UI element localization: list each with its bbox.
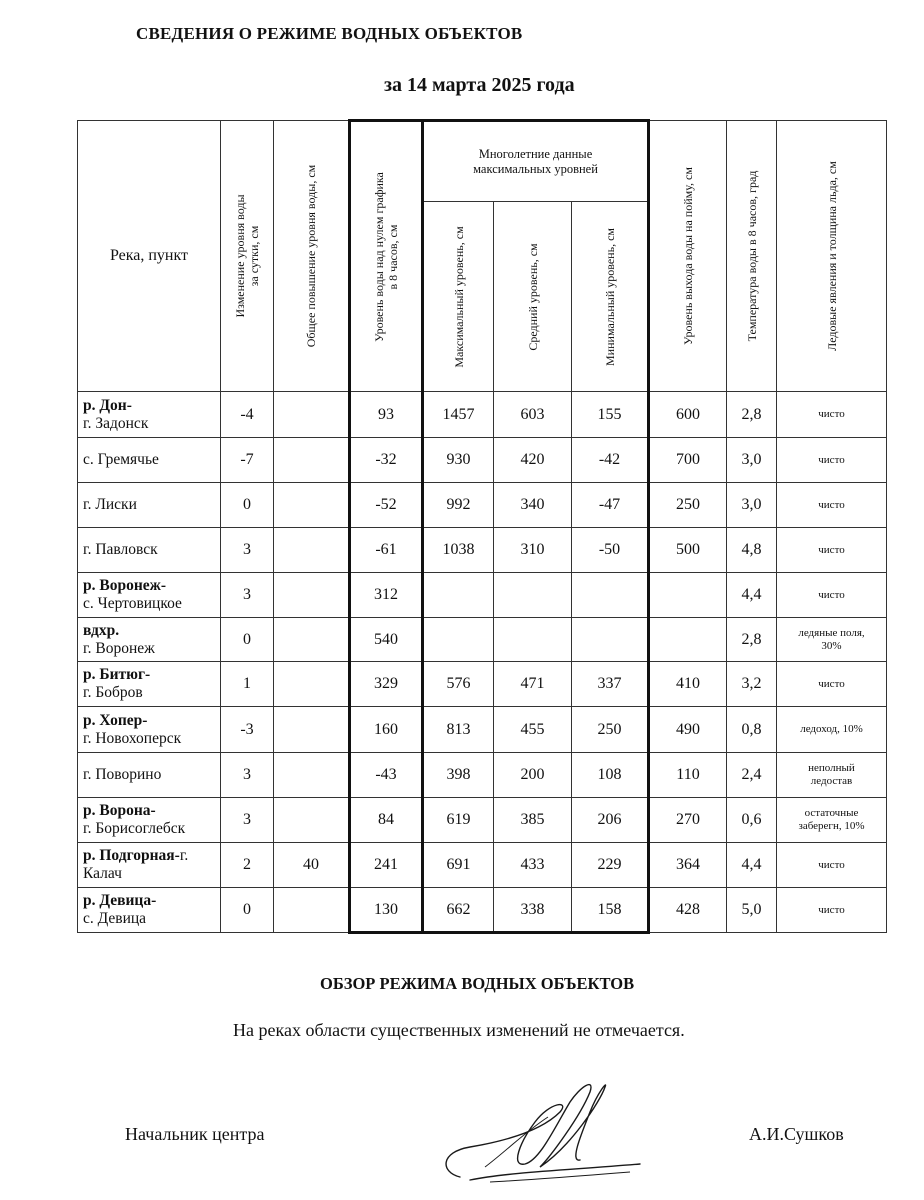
river-name: р. Воронеж- (83, 577, 167, 594)
flood-cell (649, 573, 727, 618)
change-cell: 0 (221, 888, 274, 933)
river-name: р. Подгорная- (83, 847, 180, 864)
river-name: р. Девица- (83, 892, 157, 909)
min-cell: 206 (572, 798, 649, 843)
ice-cell: чисто (777, 888, 887, 933)
total-rise-cell (274, 888, 350, 933)
signer-name: А.И.Сушков (749, 1124, 844, 1144)
min-cell: 155 (572, 392, 649, 438)
avg-cell (494, 573, 572, 618)
point-name: г. Поворино (83, 766, 162, 783)
point-name: г. Воронеж (83, 639, 155, 657)
river-point-cell (78, 798, 221, 843)
signer-position: Начальник центра (125, 1124, 265, 1144)
river-point-cell (78, 392, 221, 438)
avg-cell: 455 (494, 707, 572, 753)
change-cell: 1 (221, 662, 274, 707)
change-cell: 3 (221, 573, 274, 618)
header-level-label: Уровень воды над нулем графика в 8 часов, см (372, 171, 400, 342)
ice-cell: чисто (777, 392, 887, 438)
point-name: г. Лиски (83, 496, 137, 513)
level-cell: -61 (350, 528, 423, 573)
point-name: г. Задонск (83, 414, 149, 432)
river-point-cell (78, 843, 221, 888)
point-name: с. Девица (83, 910, 147, 927)
water-regime-table (77, 119, 887, 934)
ice-cell: чисто (777, 662, 887, 707)
max-cell: 398 (423, 753, 494, 798)
header-avg-label: Средний уровень, см (525, 242, 540, 351)
river-point-cell (78, 707, 221, 753)
river-name: р. Хопер- (83, 711, 148, 729)
river-point-cell (78, 753, 221, 798)
header-multi-year: Многолетние данные максимальных уровней (423, 121, 649, 202)
header-temp (727, 121, 777, 392)
point-name: с. Гремячье (83, 451, 159, 468)
point-name: с. Чертовицкое (83, 595, 182, 612)
avg-cell (494, 618, 572, 662)
change-cell: 3 (221, 528, 274, 573)
min-cell: 108 (572, 753, 649, 798)
level-cell: 84 (350, 798, 423, 843)
max-cell: 813 (423, 707, 494, 753)
table-row (78, 618, 887, 662)
ice-cell: чисто (777, 843, 887, 888)
river-point-cell (78, 573, 221, 618)
total-rise-cell: 40 (274, 843, 350, 888)
temp-cell: 3,0 (727, 483, 777, 528)
table-row (78, 798, 887, 843)
min-cell (572, 618, 649, 662)
overview-title: ОБЗОР РЕЖИМА ВОДНЫХ ОБЪЕКТОВ (320, 974, 635, 993)
total-rise-cell (274, 707, 350, 753)
header-temp-label: Температура воды в 8 часов, град (744, 170, 759, 342)
table-row (78, 843, 887, 888)
temp-cell: 0,6 (727, 798, 777, 843)
max-cell: 1457 (423, 392, 494, 438)
table-row (78, 662, 887, 707)
header-min-label: Минимальный уровень, см (602, 227, 617, 366)
flood-cell: 110 (649, 753, 727, 798)
ice-cell: неполный ледостав (777, 753, 887, 798)
ice-cell: чисто (777, 573, 887, 618)
ice-cell: остаточные заберегн, 10% (777, 798, 887, 843)
flood-cell: 270 (649, 798, 727, 843)
table-row (78, 707, 887, 753)
signature-icon (430, 1072, 650, 1192)
river-point-cell (78, 438, 221, 483)
temp-cell: 3,0 (727, 438, 777, 483)
temp-cell: 2,8 (727, 618, 777, 662)
min-cell (572, 573, 649, 618)
table-row (78, 528, 887, 573)
flood-cell: 428 (649, 888, 727, 933)
table-row (78, 888, 887, 933)
level-cell: 241 (350, 843, 423, 888)
avg-cell: 471 (494, 662, 572, 707)
temp-cell: 4,8 (727, 528, 777, 573)
min-cell: 229 (572, 843, 649, 888)
level-cell: 130 (350, 888, 423, 933)
flood-cell: 250 (649, 483, 727, 528)
header-flood (649, 121, 727, 392)
table-row (78, 483, 887, 528)
point-name: г. Новохоперск (83, 729, 182, 747)
avg-cell: 310 (494, 528, 572, 573)
total-rise-cell (274, 483, 350, 528)
level-cell: 329 (350, 662, 423, 707)
river-point-cell (78, 483, 221, 528)
header-min (572, 202, 649, 392)
total-rise-cell (274, 753, 350, 798)
change-cell: -4 (221, 392, 274, 438)
level-cell: -43 (350, 753, 423, 798)
flood-cell: 600 (649, 392, 727, 438)
max-cell: 619 (423, 798, 494, 843)
table-row (78, 753, 887, 798)
temp-cell: 2,4 (727, 753, 777, 798)
river-name: р. Дон- (83, 396, 132, 414)
avg-cell: 420 (494, 438, 572, 483)
flood-cell: 490 (649, 707, 727, 753)
max-cell: 930 (423, 438, 494, 483)
change-cell: -7 (221, 438, 274, 483)
level-cell: 93 (350, 392, 423, 438)
total-rise-cell (274, 392, 350, 438)
total-rise-cell (274, 618, 350, 662)
change-cell: 3 (221, 753, 274, 798)
header-flood-label: Уровень выхода воды на пойму, см (681, 167, 695, 345)
temp-cell: 0,8 (727, 707, 777, 753)
river-point-cell (78, 528, 221, 573)
avg-cell: 603 (494, 392, 572, 438)
table-body (78, 392, 887, 933)
temp-cell: 3,2 (727, 662, 777, 707)
total-rise-cell (274, 798, 350, 843)
river-name: вдхр. (83, 621, 120, 639)
total-rise-cell (274, 528, 350, 573)
header-avg (494, 202, 572, 392)
max-cell: 691 (423, 843, 494, 888)
min-cell: -47 (572, 483, 649, 528)
point-name: Калач (83, 865, 122, 882)
ice-cell: чисто (777, 483, 887, 528)
min-cell: 158 (572, 888, 649, 933)
table-row (78, 392, 887, 438)
avg-cell: 338 (494, 888, 572, 933)
total-rise-cell (274, 573, 350, 618)
change-cell: 0 (221, 618, 274, 662)
total-rise-cell (274, 438, 350, 483)
ice-cell: ледоход, 10% (777, 707, 887, 753)
level-cell: -32 (350, 438, 423, 483)
max-cell (423, 573, 494, 618)
document-title: СВЕДЕНИЯ О РЕЖИМЕ ВОДНЫХ ОБЪЕКТОВ (136, 24, 523, 43)
header-change (221, 121, 274, 392)
avg-cell: 433 (494, 843, 572, 888)
temp-cell: 4,4 (727, 573, 777, 618)
temp-cell: 2,8 (727, 392, 777, 438)
flood-cell: 364 (649, 843, 727, 888)
river-name: р. Ворона- (83, 802, 156, 819)
change-cell: -3 (221, 707, 274, 753)
header-max-label: Максимальный уровень, см (451, 225, 466, 368)
avg-cell: 200 (494, 753, 572, 798)
min-cell: -50 (572, 528, 649, 573)
flood-cell: 500 (649, 528, 727, 573)
document-date: за 14 марта 2025 года (384, 74, 575, 96)
header-river: Река, пункт (78, 121, 221, 392)
river-point-cell (78, 888, 221, 933)
header-max (423, 202, 494, 392)
level-cell: 160 (350, 707, 423, 753)
temp-cell: 4,4 (727, 843, 777, 888)
header-total-rise-label: Общее повышение уровня воды, см (304, 164, 318, 348)
ice-cell: ледяные поля, 30% (777, 618, 887, 662)
header-ice (777, 121, 887, 392)
max-cell: 576 (423, 662, 494, 707)
flood-cell (649, 618, 727, 662)
overview-text: На реках области существенных изменений не отмечается. (233, 1020, 685, 1040)
max-cell (423, 618, 494, 662)
header-change-label: Изменение уровня воды за сутки, см (233, 194, 261, 318)
min-cell: 250 (572, 707, 649, 753)
min-cell: 337 (572, 662, 649, 707)
header-ice-label: Ледовые явления и толщина льда, см (824, 161, 839, 351)
ice-cell: чисто (777, 528, 887, 573)
level-cell: -52 (350, 483, 423, 528)
flood-cell: 410 (649, 662, 727, 707)
max-cell: 1038 (423, 528, 494, 573)
temp-cell: 5,0 (727, 888, 777, 933)
change-cell: 0 (221, 483, 274, 528)
point-name: г. Бобров (83, 684, 143, 701)
flood-cell: 700 (649, 438, 727, 483)
total-rise-cell (274, 662, 350, 707)
change-cell: 3 (221, 798, 274, 843)
river-point-cell (78, 662, 221, 707)
point-name: г. Борисоглебск (83, 820, 186, 837)
avg-cell: 340 (494, 483, 572, 528)
header-level (350, 121, 423, 392)
ice-cell: чисто (777, 438, 887, 483)
table-row (78, 573, 887, 618)
level-cell: 540 (350, 618, 423, 662)
change-cell: 2 (221, 843, 274, 888)
river-point-cell (78, 618, 221, 662)
point-name: г. Павловск (83, 541, 158, 558)
table-row (78, 438, 887, 483)
point-prefix: г. (179, 847, 189, 864)
min-cell: -42 (572, 438, 649, 483)
avg-cell: 385 (494, 798, 572, 843)
max-cell: 662 (423, 888, 494, 933)
river-name: р. Битюг- (83, 666, 151, 683)
header-total-rise (274, 121, 350, 392)
max-cell: 992 (423, 483, 494, 528)
level-cell: 312 (350, 573, 423, 618)
